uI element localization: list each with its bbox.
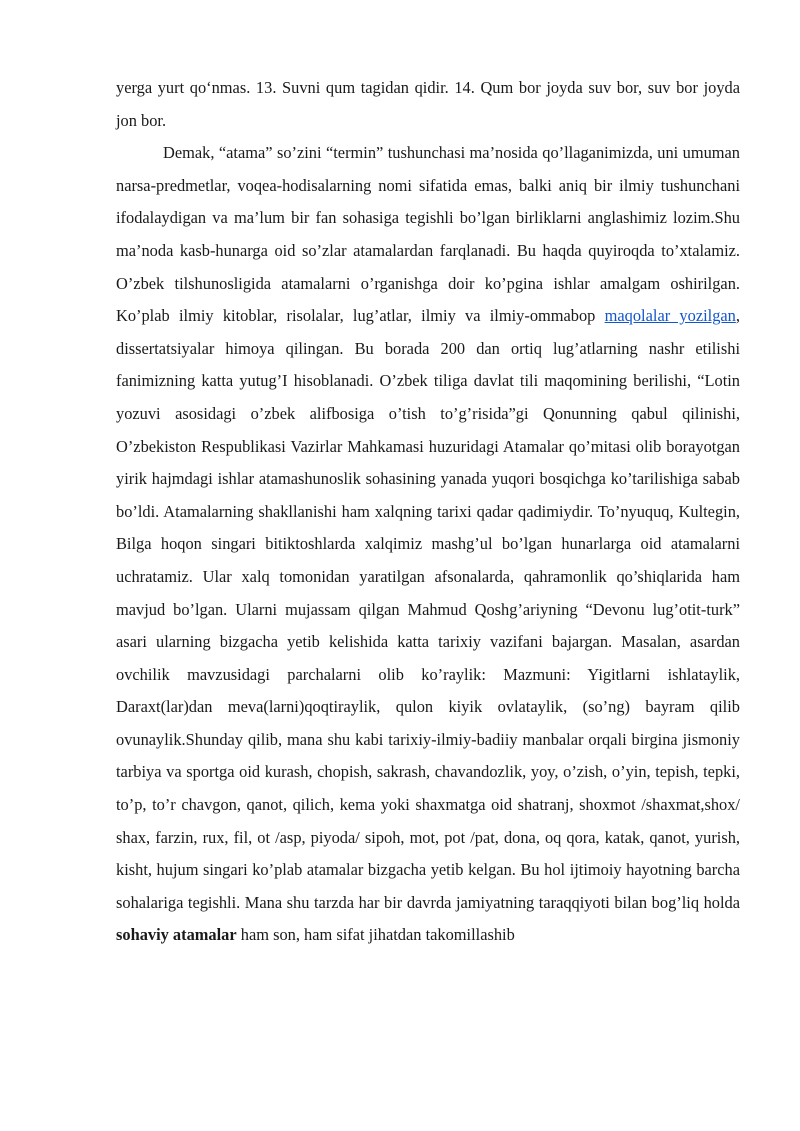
bold-term: sohaviy atamalar	[116, 925, 237, 945]
paragraph-2-part-2: , dissertatsiyalar himoya qilingan. Bu borada 200 dan ortiq lug’atlarning nashr etilishi fanimizning katta yutug’I hisoblanadi. O’zbek tiliga davlat tili maqomining berilishi, “Lotin yozuvi asosidagi o’zbek alifbosiga o’tish to’g’risida”gi Qonunning qabul qilinishi, O’zbekiston Respublikasi Vazirlar Mahkamasi huzuridagi Atamalar qo’mitasi olib borayotgan yirik hajmdagi ishlar atamashunoslik sohasining yanada yuqori bosqichga ko’tarilishiga sabab bo’ldi. Atamalarning shakllanishi ham xalqning tarixi qadar qadimiydir. To’nyuquq, Kultegin, Bilga hoqon singari bitiktoshlarda xalqimiz mashg’ul bo’lgan hunarlarga oid atamalarni uchratamiz. Ular xalq tomonidan yaratilgan afsonalarda, qahramonlik qo’shiqlarida ham mavjud bo’lgan. Ularni mujassam qilgan Mahmud Qoshg’ariyning “Devonu lug’otit-turk” asari ularning bizgacha yetib kelishida katta tarixiy vazifani bajargan. Masalan, asardan ovchilik mavzusidagi parchalarni olib ko’raylik: Mazmuni: Yigitlarni ishlataylik, Daraxt(lar)dan meva(larni)qoqtiraylik, qulon kiyik ovlataylik, (so’ng) bayram qilib ovunaylik.Shunday qilib, mana shu kabi tarixiy-ilmiy-badiiy manbalar orqali birgina jismoniy tarbiya va sportga oid kurash, chopish, sakrash, chavandozlik, yoy, o’zish, o’yin, tepish, tepki, to’p, to’r chavgon, qanot, qilich, kema yoki shaxmatga oid shatranj, shoxmot /shaxmat,shox/ shax, farzin, rux, fil, ot /asp, piyoda/ sipoh, mot, pot /pat, dona, oq qora, katak, qanot, yurish, kisht, hujum singari ko’plab atamalar bizgacha yetib kelgan. Bu hol ijtimoiy hayotning barcha sohalariga tegishli. Mana shu tarzda har bir davrda jamiyatning taraqqiyoti bilan bog’liq holda	[116, 306, 740, 912]
paragraph-2-part-1: Demak, “atama” so’zini “termin” tushunchasi ma’nosida qo’llaganimizda, uni umuman narsa-predmetlar, voqea-hodisalarning nomi sifatida emas, balki aniq bir ilmiy tushunchani ifodalaydigan va ma’lum bir fan sohasiga tegishli bo’lgan birliklarni anglashimiz lozim.Shu ma’noda kasb-hunarga oid so’zlar atamalardan farqlanadi. Bu haqda quyiroqda to’xtalamiz. O’zbek tilshunosligida atamalarni o’rganishga doir ko’pgina ishlar amalgam oshirilgan. Ko’plab ilmiy kitoblar, risolalar, lug’atlar, ilmiy va ilmiy-ommabop	[116, 143, 740, 326]
document-page	[116, 72, 740, 952]
paragraph-continuation	[116, 72, 740, 137]
paragraph-1-text: yerga yurt qo‘nmas. 13. Suvni qum tagidan qidir. 14. Qum bor joyda suv bor, suv bor joyda jon bor.	[116, 78, 740, 130]
articles-link[interactable]: maqolalar yozilgan	[604, 306, 736, 326]
paragraph-main	[116, 137, 740, 952]
paragraph-2-part-3: ham son, ham sifat jihatdan takomillashib	[236, 925, 515, 945]
